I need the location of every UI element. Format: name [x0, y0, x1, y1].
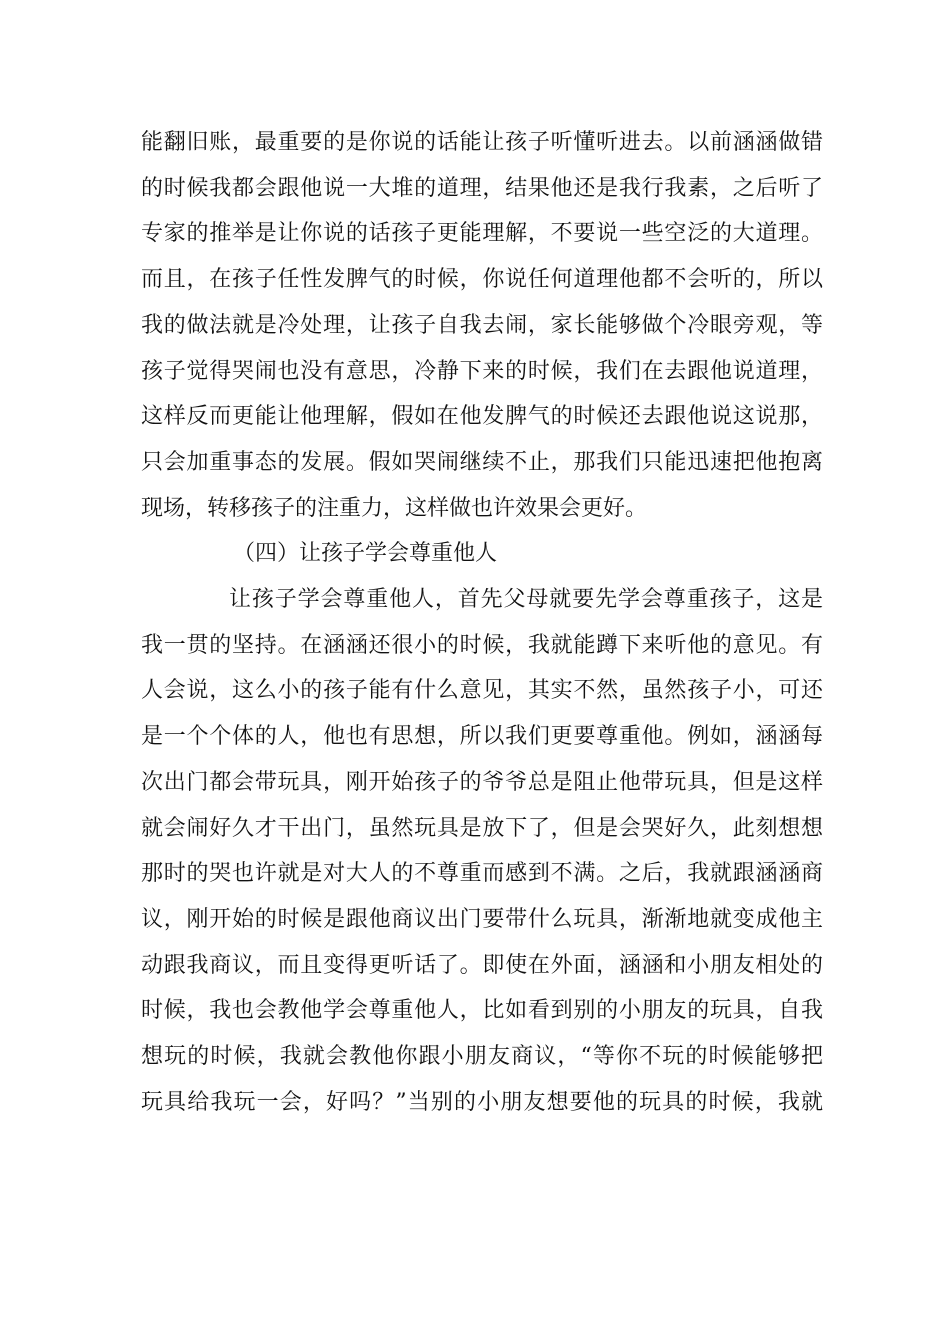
- paragraph1-line: 能翻旧账，最重要的是你说的话能让孩子听懂听进去。以前涵涵做错: [141, 130, 823, 155]
- paragraph2-line: 动跟我商议，而且变得更听话了。即使在外面，涵涵和小朋友相处的: [141, 952, 823, 978]
- paragraph2-line: 那时的哭也许就是对大人的不尊重而感到不满。之后，我就跟涵涵商: [141, 861, 823, 887]
- paragraph2-line: 是一个个体的人，他也有思想，所以我们更要尊重他。例如，涵涵每: [141, 724, 823, 750]
- body-text: [141, 120, 823, 1125]
- paragraph2-line: 议，刚开始的时候是跟他商议出门要带什么玩具，渐渐地就变成他主: [141, 906, 823, 932]
- paragraph1-line: 而且，在孩子任性发脾气的时候，你说任何道理他都不会听的，所以: [141, 267, 823, 293]
- paragraph2-line: 时候，我也会教他学会尊重他人，比如看到别的小朋友的玩具，自我: [141, 998, 823, 1024]
- paragraph2-line: 就会闹好久才干出门，虽然玩具是放下了，但是会哭好久，此刻想想: [141, 815, 823, 841]
- paragraph1-line: 这样反而更能让他理解，假如在他发脾气的时候还去跟他说这说那，: [141, 404, 823, 430]
- paragraph2-line: 想玩的时候，我就会教他你跟小朋友商议，“等你不玩的时候能够把: [141, 1044, 823, 1070]
- paragraph2-line: 我一贯的坚持。在涵涵还很小的时候，我就能蹲下来听他的意见。有: [141, 632, 823, 658]
- paragraph2-line: 人会说，这么小的孩子能有什么意见，其实不然，虽然孩子小，可还: [141, 678, 823, 704]
- section-heading: （四）让孩子学会尊重他人: [233, 541, 498, 567]
- paragraph1-line: 只会加重事态的发展。假如哭闹继续不止，那我们只能迅速把他抱离: [141, 449, 823, 475]
- paragraph1-line: 专家的推举是让你说的话孩子更能理解，不要说一些空泛的大道理。: [141, 221, 823, 247]
- paragraph2-line: 玩具给我玩一会，好吗？”当别的小朋友想要他的玩具的时候，我就: [141, 1089, 823, 1115]
- paragraph1-line: 的时候我都会跟他说一大堆的道理，结果他还是我行我素，之后听了: [141, 175, 823, 201]
- paragraph2-line: 让孩子学会尊重他人，首先父母就要先学会尊重孩子，这是: [229, 587, 823, 613]
- paragraph1-line: 我的做法就是冷处理，让孩子自我去闹，家长能够做个冷眼旁观，等: [141, 312, 823, 338]
- paragraph1-line: 孩子觉得哭闹也没有意思，冷静下来的时候，我们在去跟他说道理，: [141, 358, 823, 384]
- paragraph1-line: 现场，转移孩子的注重力，这样做也许效果会更好。: [141, 495, 648, 521]
- paragraph2-line: 次出门都会带玩具，刚开始孩子的爷爷总是阻止他带玩具，但是这样: [141, 769, 823, 795]
